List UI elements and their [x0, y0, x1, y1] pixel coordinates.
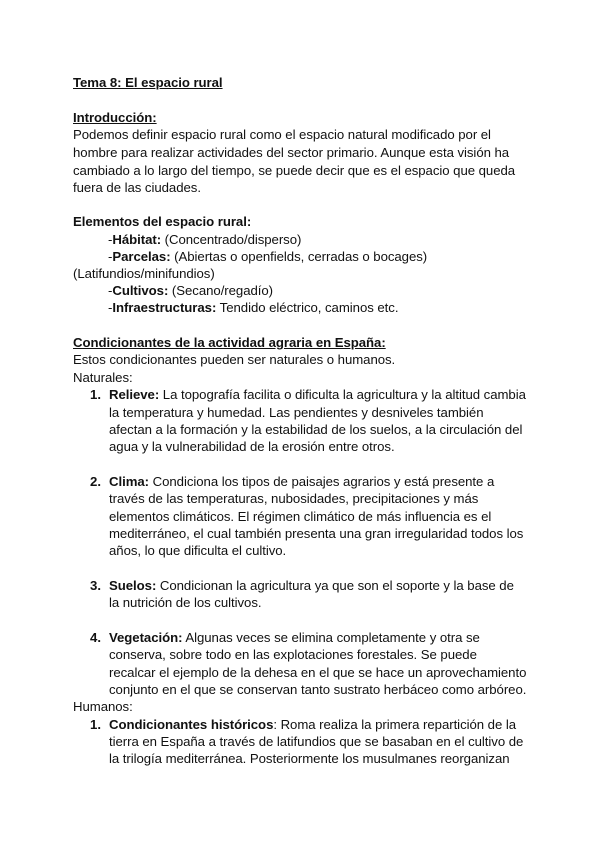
list-item-line: la nutrición de los cultivos. [109, 595, 262, 610]
item-prefix: - [108, 249, 113, 264]
conditions-intro: Estos condicionantes pueden ser naturales o humanos. [73, 352, 396, 367]
element-item-habitat [108, 231, 301, 248]
intro-line: cambiado a lo largo del tiempo, se puede decir que es el espacio que queda [73, 163, 516, 178]
element-wrap-line: (Latifundios/minifundios) [73, 266, 215, 281]
list-item-clima [109, 473, 494, 490]
item-label: Cultivos: [112, 283, 169, 298]
naturales-label: Naturales: [73, 370, 133, 385]
item-label: Hábitat: [112, 232, 162, 247]
humanos-label: Humanos: [73, 699, 133, 714]
list-number: 1. [90, 717, 101, 732]
item-text: (Secano/regadío) [168, 283, 274, 298]
list-item-line: conserva, sobre todo en las explotaciones forestales. Se puede [109, 647, 477, 662]
intro-line: fuera de las ciudades. [73, 180, 201, 195]
list-item-line: agua y la vulnerabilidad de la erosión entre otros. [109, 439, 395, 454]
elements-heading: Elementos del espacio rural: [73, 214, 252, 229]
list-item-line: la trilogía mediterránea. Posteriormente los musulmanes reorganizan [109, 751, 510, 766]
list-item-line: años, lo que dificulta el cultivo. [109, 543, 287, 558]
item-text: (Concentrado/disperso) [161, 232, 302, 247]
list-item-line: recalcar el ejemplo de la dehesa en el que se hace un aprovechamiento [109, 665, 527, 680]
item-text: : Roma realiza la primera repartición de la [273, 717, 517, 732]
item-label: Relieve: [109, 387, 160, 402]
element-item-infraestructuras [108, 299, 398, 316]
intro-line: hombre para realizar actividades del sector primario. Aunque esta visión ha [73, 145, 510, 160]
intro-heading: Introducción: [73, 110, 157, 125]
list-number: 1. [90, 387, 101, 402]
item-text: (Abiertas o openfields, cerradas o bocages) [170, 249, 428, 264]
list-item-line: elementos climáticos. El régimen climático de más influencia es el [109, 509, 492, 524]
item-prefix: - [108, 300, 113, 315]
item-label: Condicionantes históricos [109, 717, 274, 732]
item-prefix: - [108, 283, 113, 298]
list-number: 3. [90, 578, 101, 593]
list-item-line: través de las temperaturas, nubosidades, precipitaciones y más [109, 491, 479, 506]
conditions-heading: Condicionantes de la actividad agraria en España: [73, 335, 386, 350]
list-number: 2. [90, 474, 101, 489]
list-item-line: mediterráneo, el cual también presenta una gran irregularidad todos los [109, 526, 524, 541]
item-text: Condiciona los tipos de paisajes agrarios y está presente a [149, 474, 495, 489]
list-item-line: tierra en España a través de latifundios que se basaban en el cultivo de [109, 734, 524, 749]
list-item-relieve [109, 386, 526, 403]
list-item-line: la temperatura y humedad. Las pendientes y desniveles también [109, 405, 484, 420]
intro-line: Podemos definir espacio rural como el espacio natural modificado por el [73, 127, 491, 142]
item-label: Clima: [109, 474, 150, 489]
item-label: Infraestructuras: [112, 300, 217, 315]
list-item-suelos [109, 577, 514, 594]
item-text: Algunas veces se elimina completamente y otra se [182, 630, 480, 645]
element-item-parcelas [108, 248, 427, 265]
item-prefix: - [108, 232, 113, 247]
item-text: Tendido eléctrico, caminos etc. [216, 300, 399, 315]
item-text: Condicionan la agricultura ya que son el soporte y la base de [156, 578, 514, 593]
list-number: 4. [90, 630, 101, 645]
list-item-line: conjunto en el que se conservan tanto sustrato herbáceo como arbóreo. [109, 682, 527, 697]
list-item-vegetacion [109, 629, 480, 646]
item-label: Parcelas: [112, 249, 171, 264]
item-label: Vegetación: [109, 630, 183, 645]
page-title: Tema 8: El espacio rural [73, 75, 223, 90]
item-label: Suelos: [109, 578, 157, 593]
element-item-cultivos [108, 282, 273, 299]
list-item-historicos [109, 716, 516, 733]
list-item-line: afectan a la formación y la estabilidad de los suelos, a la circulación del [109, 422, 523, 437]
item-text: La topografía facilita o dificulta la agricultura y la altitud cambia [159, 387, 526, 402]
